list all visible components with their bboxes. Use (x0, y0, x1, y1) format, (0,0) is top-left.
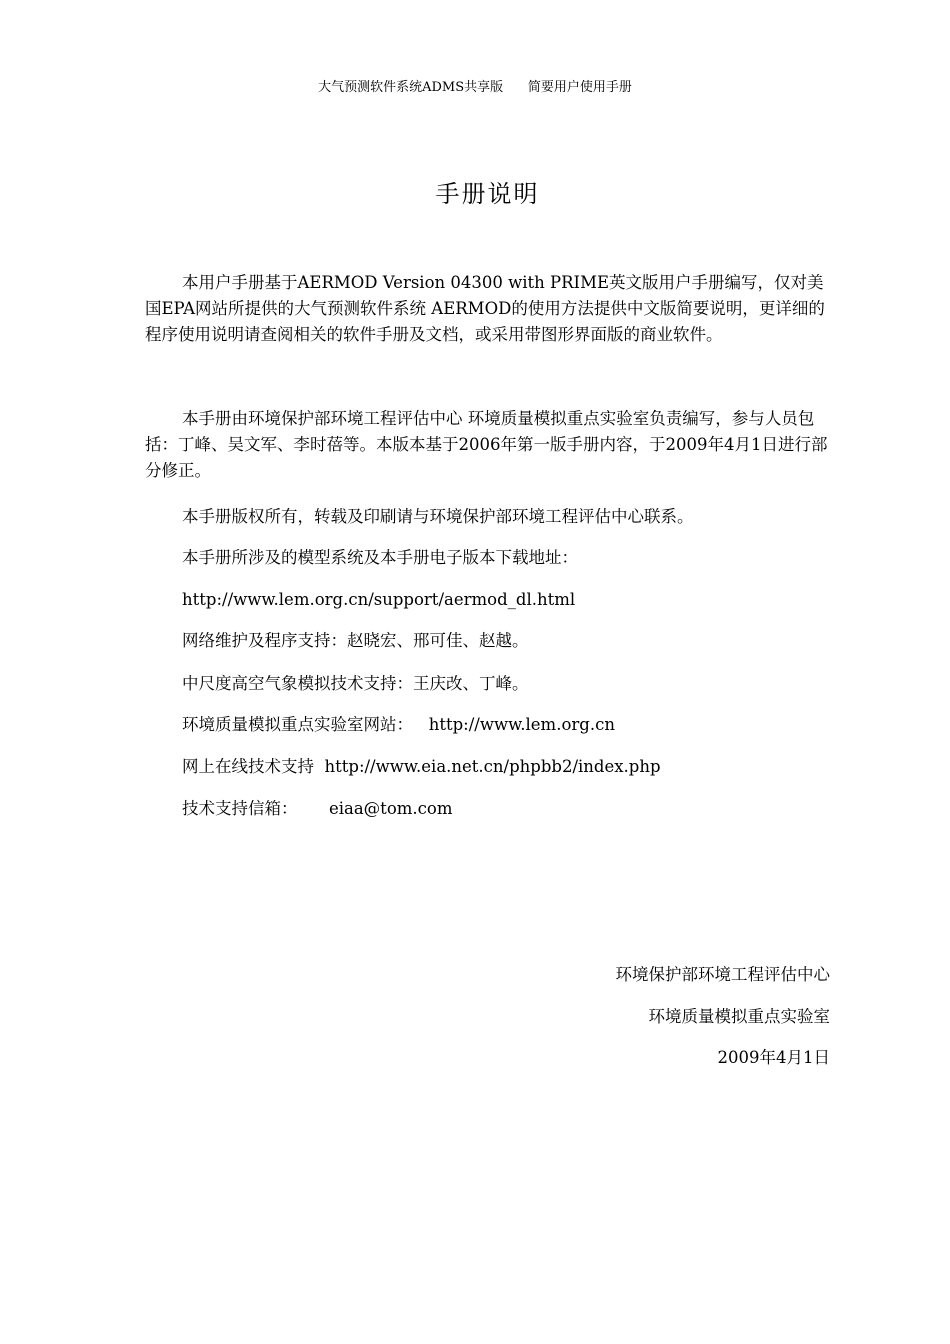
signature-org: 环境保护部环境工程评估中心 (615, 965, 830, 984)
running-header: 大气预测软件系统ADMS共享版 简要用户使用手册 (318, 80, 632, 95)
network-support-line: 网络维护及程序支持：赵晓宏、邢可佳、赵越。 (182, 631, 529, 650)
lab-website-line[interactable]: 环境质量模拟重点实验室网站： http://www.lem.org.cn (182, 715, 615, 734)
online-support-line[interactable]: 网上在线技术支持 http://www.eia.net.cn/phpbb2/index.php (182, 757, 661, 776)
copyright-line: 本手册版权所有，转载及印刷请与环境保护部环境工程评估中心联系。 (182, 507, 694, 526)
download-label: 本手册所涉及的模型系统及本手册电子版本下载地址： (182, 548, 578, 567)
download-link[interactable]: http://www.lem.org.cn/support/aermod_dl.html (182, 590, 576, 609)
intro-paragraph: 本用户手册基于AERMOD Version 04300 with PRIME英文版用户手册编写，仅对美国EPA网站所提供的大气预测软件系统 AERMOD的使用方法提供中文版简要说明，更详细的程序使用说明请查阅相关的软件手册及文档，或采用带图形界面版的商业软件。 (145, 273, 825, 344)
page-title: 手册说明 (435, 180, 540, 208)
signature-lab: 环境质量模拟重点实验室 (648, 1007, 830, 1026)
support-email-line[interactable]: 技术支持信箱： eiaa@tom.com (182, 799, 453, 818)
authors-paragraph: 本手册由环境保护部环境工程评估中心 环境质量模拟重点实验室负责编写，参与人员包括：丁峰、吴文军、李时蓓等。本版本基于2006年第一版手册内容，于2009年4月1日进行部分修正。 (145, 409, 828, 480)
meteo-support-line: 中尺度高空气象模拟技术支持：王庆改、丁峰。 (182, 674, 529, 693)
signature-date: 2009年4月1日 (717, 1048, 830, 1067)
